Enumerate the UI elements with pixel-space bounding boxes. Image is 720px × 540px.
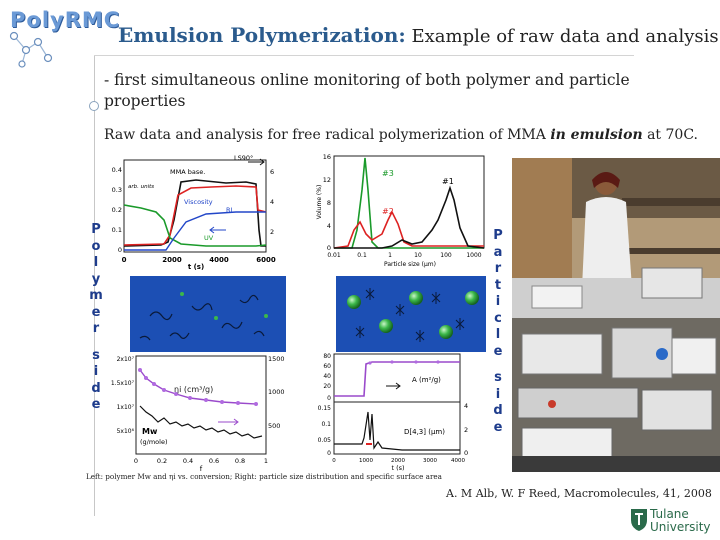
label-mw: Mw	[142, 427, 158, 436]
label-ri: RI	[226, 206, 233, 214]
side-letter: s	[92, 347, 100, 363]
side-letter: s	[494, 370, 502, 385]
x-tick: 2000	[391, 458, 405, 464]
logo-text: PolyRMC	[10, 8, 121, 32]
y2-tick: 4	[270, 198, 275, 206]
peak-label-2: #2	[382, 207, 394, 216]
y2-tick: 500	[268, 422, 281, 430]
side-letter: d	[493, 403, 503, 418]
y-tick: 40	[323, 373, 331, 380]
polymer-chains-panel	[130, 276, 286, 352]
side-letter: t	[494, 277, 502, 293]
particle-side-label	[490, 228, 506, 436]
y-tick: 0.3	[111, 186, 122, 194]
y-tick: 0.1	[321, 421, 331, 428]
intro-prefix: Raw data and analysis for free radical polymerization of MMA	[104, 127, 551, 143]
polyrmc-logo	[4, 6, 121, 70]
y-tick: 16	[322, 153, 331, 161]
y-tick: 80	[323, 353, 331, 360]
plot-raw-signals	[106, 150, 286, 270]
x-tick: 100	[440, 252, 452, 259]
side-letter: m	[89, 288, 103, 303]
side-letter: e	[493, 419, 503, 435]
side-letter: r	[92, 321, 100, 336]
side-letter: P	[91, 222, 101, 237]
side-letter: e	[91, 397, 101, 412]
label-intrinsic-viscosity: ηi (cm³/g)	[174, 385, 214, 394]
side-letter: l	[93, 255, 99, 270]
y-tick: 0.05	[317, 437, 331, 444]
y-tick: 0.15	[317, 405, 331, 412]
side-letter: c	[494, 310, 502, 326]
tulane-logo	[628, 506, 718, 538]
side-letter: o	[91, 238, 101, 254]
x-tick: 0.6	[208, 457, 220, 465]
y-tick: 60	[323, 363, 331, 370]
x-axis-label: Particle size (µm)	[384, 261, 436, 268]
title-bold: Emulsion Polymerization:	[118, 23, 406, 47]
particles-panel	[336, 276, 486, 352]
x-tick: 3000	[423, 458, 437, 464]
label-uv: UV	[204, 234, 214, 242]
y2-tick: 1500	[268, 355, 285, 363]
x-tick: 0.01	[327, 252, 341, 259]
plot-surface-area	[312, 352, 488, 472]
x-tick: 0.1	[357, 252, 367, 259]
polymer-side-label	[88, 222, 104, 414]
y-tick: 12	[322, 176, 331, 184]
plot-size-distribution	[312, 150, 488, 268]
label-viscosity: Viscosity	[184, 198, 213, 206]
side-letter: y	[91, 271, 101, 287]
y-axis-label: Volume (%)	[316, 184, 323, 220]
x-tick: 0.4	[182, 457, 194, 465]
y2-tick: 4	[464, 402, 469, 410]
results-figure	[86, 150, 720, 480]
x-tick: 4000	[209, 256, 229, 264]
side-letter: e	[91, 304, 101, 320]
legend-ls: LS90°	[234, 154, 254, 162]
x-axis-label: t (s)	[391, 464, 405, 472]
university-line2: University	[650, 520, 711, 534]
y-tick: 20	[323, 383, 331, 390]
y2-tick: 0	[464, 449, 469, 457]
x-axis-label: f	[199, 465, 203, 472]
y-tick: 2x10⁷	[116, 356, 134, 363]
intro-suffix: at 70C.	[642, 127, 698, 143]
y-tick: 0.4	[111, 166, 122, 174]
figure-caption: Left: polymer Mw and ηi vs. conversion; Right: particle size distribution and specific surface area	[86, 472, 442, 481]
plot-molecular-weight	[106, 352, 286, 472]
bullet-marker-icon	[89, 101, 99, 111]
x-tick: 1000	[466, 252, 482, 259]
label-surface-area: A (m²/g)	[412, 376, 441, 384]
x-tick: 0	[121, 256, 127, 264]
x-axis-label: t (s)	[187, 263, 205, 270]
y2-tick: 6	[270, 168, 275, 176]
x-tick: 0.2	[156, 457, 168, 465]
side-letter: e	[493, 343, 503, 359]
y-tick: 1x10⁷	[116, 404, 134, 411]
side-letter: i	[93, 364, 99, 379]
side-letter: P	[493, 228, 503, 243]
x-tick: 1000	[359, 458, 373, 464]
shield-icon	[630, 508, 648, 532]
side-letter: i	[495, 294, 501, 309]
y-tick: 0.2	[111, 206, 122, 214]
y2-tick: 1000	[268, 388, 285, 396]
y-tick: 0	[117, 246, 122, 254]
title-rest: Example of raw data and analysis	[405, 26, 719, 47]
university-line1: Tulane	[650, 507, 689, 521]
citation: A. M Alb, W. F Reed, Macromolecules, 41, 2008	[446, 487, 712, 500]
x-tick: 4000	[451, 458, 465, 464]
y-tick: 1.5x10⁷	[110, 380, 134, 387]
lab-photo	[512, 158, 720, 472]
x-tick: 0.8	[234, 457, 246, 465]
x-tick: 2000	[162, 256, 182, 264]
y-tick: 5x10⁶	[116, 428, 134, 435]
x-tick: 6000	[256, 256, 276, 264]
side-letter: a	[493, 244, 503, 260]
y-tick: 0.1	[111, 226, 122, 234]
side-letter: d	[91, 380, 101, 396]
y-tick: 0	[326, 244, 331, 252]
intro-italic: in emulsion	[550, 127, 643, 143]
y-tick: 8	[326, 199, 331, 207]
y2-tick: 2	[270, 228, 275, 236]
x-tick: 0	[332, 458, 336, 464]
label-g-mole: (g/mole)	[140, 438, 168, 446]
side-letter: i	[495, 386, 501, 402]
label-arb-units: arb. units	[128, 184, 155, 190]
slide-title	[118, 22, 718, 50]
label-diameter: D[4,3] (µm)	[404, 428, 445, 436]
figure-intro	[104, 126, 714, 144]
side-letter: l	[495, 327, 501, 342]
side-letter: r	[494, 261, 502, 276]
y2-tick: 2	[464, 426, 469, 434]
y-tick: 0	[327, 395, 331, 402]
y-tick: 0	[327, 450, 331, 457]
x-tick: 1	[388, 252, 392, 259]
y-tick: 4	[326, 222, 331, 230]
x-tick: 10	[414, 252, 422, 259]
peak-label-3: #3	[382, 169, 394, 178]
university-name	[650, 508, 711, 534]
divider-horizontal	[94, 55, 634, 56]
peak-label-1: #1	[442, 177, 454, 186]
x-tick: 0	[133, 457, 139, 465]
label-mma-base: MMA base.	[170, 168, 206, 176]
x-tick: 1	[263, 457, 269, 465]
bullet-text: - first simultaneous online monitoring of both polymer and particle properties	[104, 71, 630, 110]
